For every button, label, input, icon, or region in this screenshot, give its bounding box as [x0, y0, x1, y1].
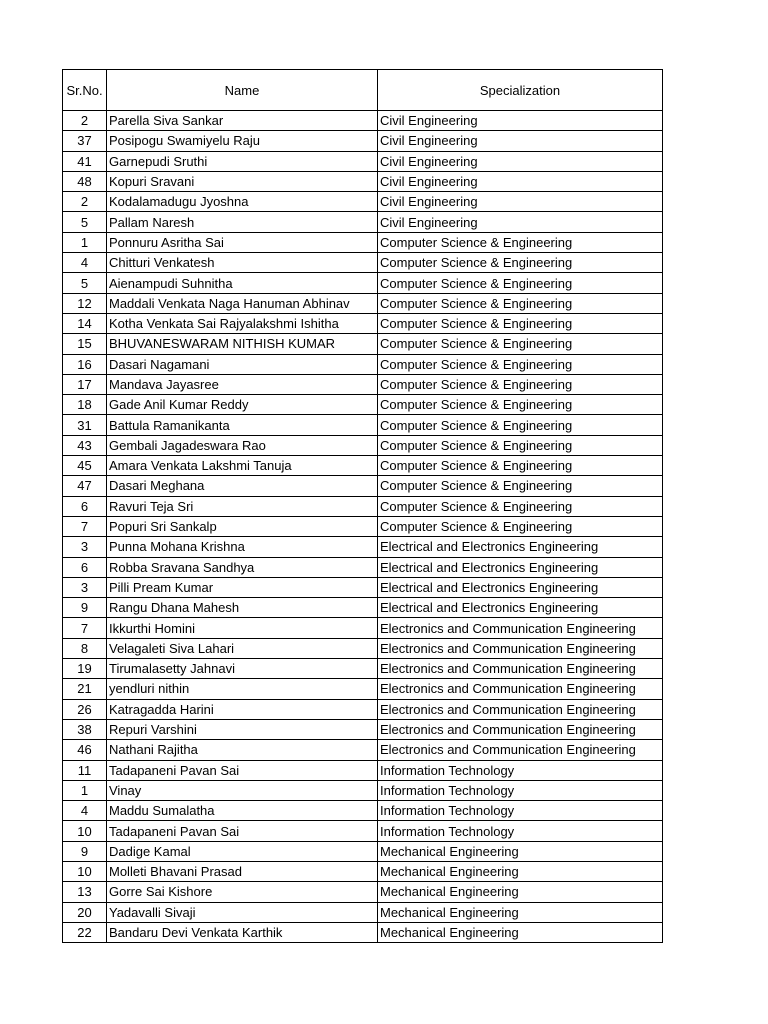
cell-sr-no: 2 — [63, 192, 107, 212]
cell-specialization: Computer Science & Engineering — [378, 415, 663, 435]
cell-name: Gorre Sai Kishore — [107, 882, 378, 902]
cell-name: Kotha Venkata Sai Rajyalakshmi Ishitha — [107, 313, 378, 333]
table-row — [63, 516, 663, 536]
cell-name: Maddali Venkata Naga Hanuman Abhinav — [107, 293, 378, 313]
cell-specialization: Computer Science & Engineering — [378, 293, 663, 313]
cell-name: BHUVANESWARAM NITHISH KUMAR — [107, 334, 378, 354]
table-row — [63, 902, 663, 922]
cell-specialization: Computer Science & Engineering — [378, 476, 663, 496]
cell-sr-no: 41 — [63, 151, 107, 171]
cell-specialization: Civil Engineering — [378, 131, 663, 151]
table-row — [63, 456, 663, 476]
cell-name: Tadapaneni Pavan Sai — [107, 760, 378, 780]
table-row — [63, 557, 663, 577]
cell-sr-no: 14 — [63, 313, 107, 333]
cell-name: Parella Siva Sankar — [107, 111, 378, 131]
cell-specialization: Electronics and Communication Engineering — [378, 618, 663, 638]
cell-sr-no: 6 — [63, 496, 107, 516]
cell-sr-no: 10 — [63, 821, 107, 841]
cell-name: Posipogu Swamiyelu Raju — [107, 131, 378, 151]
cell-specialization: Electrical and Electronics Engineering — [378, 557, 663, 577]
cell-name: Vinay — [107, 780, 378, 800]
cell-specialization: Computer Science & Engineering — [378, 374, 663, 394]
column-header-sr-no: Sr.No. — [63, 70, 107, 111]
cell-name: Yadavalli Sivaji — [107, 902, 378, 922]
table-row — [63, 476, 663, 496]
cell-sr-no: 12 — [63, 293, 107, 313]
cell-specialization: Computer Science & Engineering — [378, 496, 663, 516]
cell-name: Repuri Varshini — [107, 719, 378, 739]
table-row — [63, 232, 663, 252]
cell-sr-no: 1 — [63, 780, 107, 800]
cell-name: Amara Venkata Lakshmi Tanuja — [107, 456, 378, 476]
table-row — [63, 537, 663, 557]
document-page — [62, 69, 662, 943]
cell-sr-no: 43 — [63, 435, 107, 455]
cell-sr-no: 31 — [63, 415, 107, 435]
cell-name: Ikkurthi Homini — [107, 618, 378, 638]
cell-name: Popuri Sri Sankalp — [107, 516, 378, 536]
cell-name: Dadige Kamal — [107, 841, 378, 861]
table-row — [63, 415, 663, 435]
cell-specialization: Electronics and Communication Engineering — [378, 679, 663, 699]
table-row — [63, 273, 663, 293]
cell-specialization: Mechanical Engineering — [378, 861, 663, 881]
cell-name: Kopuri Sravani — [107, 171, 378, 191]
cell-sr-no: 37 — [63, 131, 107, 151]
table-row — [63, 354, 663, 374]
cell-name: Pallam Naresh — [107, 212, 378, 232]
cell-specialization: Civil Engineering — [378, 171, 663, 191]
cell-specialization: Electrical and Electronics Engineering — [378, 598, 663, 618]
cell-name: Punna Mohana Krishna — [107, 537, 378, 557]
table-row — [63, 841, 663, 861]
cell-sr-no: 1 — [63, 232, 107, 252]
cell-sr-no: 4 — [63, 253, 107, 273]
cell-specialization: Electronics and Communication Engineering — [378, 638, 663, 658]
cell-name: Dasari Meghana — [107, 476, 378, 496]
cell-name: Tirumalasetty Jahnavi — [107, 659, 378, 679]
table-body — [63, 111, 663, 943]
column-header-specialization: Specialization — [378, 70, 663, 111]
cell-sr-no: 21 — [63, 679, 107, 699]
cell-specialization: Civil Engineering — [378, 151, 663, 171]
cell-sr-no: 26 — [63, 699, 107, 719]
cell-specialization: Computer Science & Engineering — [378, 516, 663, 536]
cell-name: Ravuri Teja Sri — [107, 496, 378, 516]
cell-sr-no: 45 — [63, 456, 107, 476]
cell-name: Ponnuru Asritha Sai — [107, 232, 378, 252]
cell-sr-no: 7 — [63, 618, 107, 638]
table-row — [63, 171, 663, 191]
table-row — [63, 618, 663, 638]
cell-sr-no: 5 — [63, 212, 107, 232]
cell-sr-no: 5 — [63, 273, 107, 293]
cell-name: Aienampudi Suhnitha — [107, 273, 378, 293]
cell-specialization: Computer Science & Engineering — [378, 395, 663, 415]
cell-name: Maddu Sumalatha — [107, 801, 378, 821]
cell-sr-no: 3 — [63, 577, 107, 597]
cell-sr-no: 48 — [63, 171, 107, 191]
cell-sr-no: 38 — [63, 719, 107, 739]
cell-sr-no: 20 — [63, 902, 107, 922]
cell-sr-no: 47 — [63, 476, 107, 496]
cell-sr-no: 2 — [63, 111, 107, 131]
table-row — [63, 253, 663, 273]
cell-sr-no: 11 — [63, 760, 107, 780]
cell-sr-no: 13 — [63, 882, 107, 902]
table-row — [63, 699, 663, 719]
cell-specialization: Computer Science & Engineering — [378, 313, 663, 333]
cell-specialization: Computer Science & Engineering — [378, 435, 663, 455]
cell-name: Kodalamadugu Jyoshna — [107, 192, 378, 212]
cell-sr-no: 46 — [63, 740, 107, 760]
table-row — [63, 598, 663, 618]
cell-specialization: Civil Engineering — [378, 192, 663, 212]
cell-sr-no: 9 — [63, 598, 107, 618]
cell-sr-no: 8 — [63, 638, 107, 658]
cell-specialization: Information Technology — [378, 780, 663, 800]
cell-sr-no: 6 — [63, 557, 107, 577]
cell-name: Robba Sravana Sandhya — [107, 557, 378, 577]
table-row — [63, 334, 663, 354]
table-row — [63, 821, 663, 841]
cell-specialization: Civil Engineering — [378, 212, 663, 232]
cell-name: Bandaru Devi Venkata Karthik — [107, 922, 378, 942]
cell-sr-no: 16 — [63, 354, 107, 374]
cell-specialization: Computer Science & Engineering — [378, 456, 663, 476]
cell-specialization: Computer Science & Engineering — [378, 354, 663, 374]
table-row — [63, 111, 663, 131]
cell-sr-no: 19 — [63, 659, 107, 679]
table-row — [63, 719, 663, 739]
cell-sr-no: 3 — [63, 537, 107, 557]
table-row — [63, 395, 663, 415]
table-row — [63, 496, 663, 516]
cell-sr-no: 4 — [63, 801, 107, 821]
cell-name: Katragadda Harini — [107, 699, 378, 719]
cell-sr-no: 17 — [63, 374, 107, 394]
cell-specialization: Electrical and Electronics Engineering — [378, 537, 663, 557]
cell-specialization: Electronics and Communication Engineering — [378, 740, 663, 760]
table-row — [63, 760, 663, 780]
cell-name: Pilli Pream Kumar — [107, 577, 378, 597]
cell-name: Nathani Rajitha — [107, 740, 378, 760]
cell-specialization: Computer Science & Engineering — [378, 253, 663, 273]
column-header-name: Name — [107, 70, 378, 111]
cell-name: Velagaleti Siva Lahari — [107, 638, 378, 658]
cell-specialization: Civil Engineering — [378, 111, 663, 131]
table-row — [63, 131, 663, 151]
cell-sr-no: 15 — [63, 334, 107, 354]
cell-name: Battula Ramanikanta — [107, 415, 378, 435]
cell-sr-no: 9 — [63, 841, 107, 861]
cell-specialization: Mechanical Engineering — [378, 902, 663, 922]
student-table — [62, 69, 663, 943]
table-row — [63, 922, 663, 942]
cell-specialization: Electronics and Communication Engineering — [378, 659, 663, 679]
table-row — [63, 151, 663, 171]
table-row — [63, 638, 663, 658]
cell-specialization: Computer Science & Engineering — [378, 334, 663, 354]
cell-sr-no: 10 — [63, 861, 107, 881]
table-row — [63, 659, 663, 679]
table-row — [63, 374, 663, 394]
table-row — [63, 192, 663, 212]
cell-name: Dasari Nagamani — [107, 354, 378, 374]
table-row — [63, 435, 663, 455]
table-row — [63, 577, 663, 597]
header-row — [63, 70, 663, 111]
cell-name: Molleti Bhavani Prasad — [107, 861, 378, 881]
cell-specialization: Mechanical Engineering — [378, 882, 663, 902]
cell-specialization: Information Technology — [378, 760, 663, 780]
table-row — [63, 780, 663, 800]
cell-specialization: Computer Science & Engineering — [378, 232, 663, 252]
cell-specialization: Computer Science & Engineering — [378, 273, 663, 293]
cell-specialization: Electronics and Communication Engineering — [378, 719, 663, 739]
table-row — [63, 313, 663, 333]
table-row — [63, 293, 663, 313]
cell-name: Rangu Dhana Mahesh — [107, 598, 378, 618]
table-row — [63, 861, 663, 881]
cell-sr-no: 18 — [63, 395, 107, 415]
cell-name: Tadapaneni Pavan Sai — [107, 821, 378, 841]
cell-specialization: Electrical and Electronics Engineering — [378, 577, 663, 597]
table-row — [63, 801, 663, 821]
table-header — [63, 70, 663, 111]
cell-name: Garnepudi Sruthi — [107, 151, 378, 171]
cell-name: Mandava Jayasree — [107, 374, 378, 394]
table-row — [63, 679, 663, 699]
cell-sr-no: 7 — [63, 516, 107, 536]
cell-specialization: Information Technology — [378, 801, 663, 821]
cell-sr-no: 22 — [63, 922, 107, 942]
cell-specialization: Information Technology — [378, 821, 663, 841]
cell-name: yendluri nithin — [107, 679, 378, 699]
table-row — [63, 740, 663, 760]
cell-name: Gade Anil Kumar Reddy — [107, 395, 378, 415]
table-row — [63, 212, 663, 232]
cell-specialization: Mechanical Engineering — [378, 922, 663, 942]
table-row — [63, 882, 663, 902]
cell-name: Gembali Jagadeswara Rao — [107, 435, 378, 455]
cell-specialization: Mechanical Engineering — [378, 841, 663, 861]
cell-specialization: Electronics and Communication Engineering — [378, 699, 663, 719]
cell-name: Chitturi Venkatesh — [107, 253, 378, 273]
